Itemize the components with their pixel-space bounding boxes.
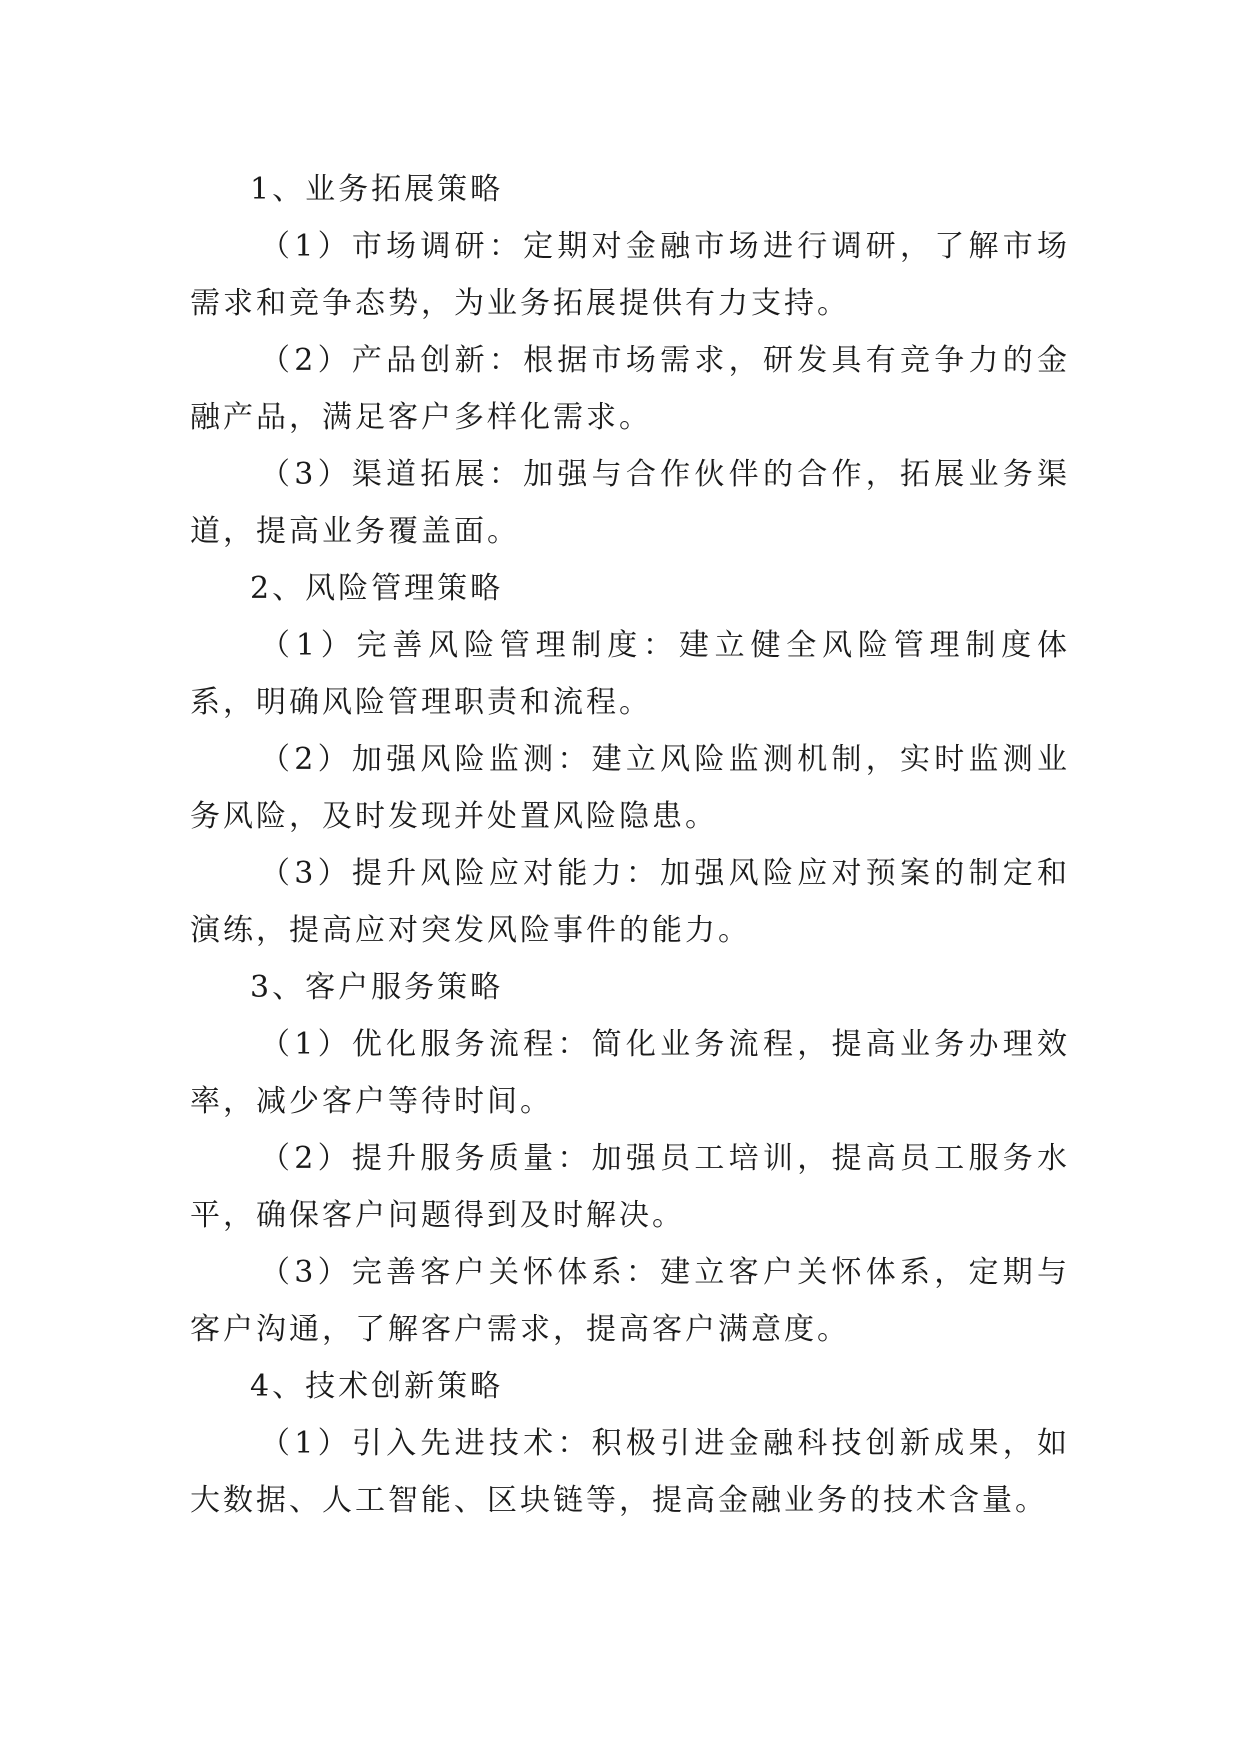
- paragraph: （1）完善风险管理制度：建立健全风险管理制度体系，明确风险管理职责和流程。: [190, 628, 1070, 720]
- paragraph: （2）加强风险监测：建立风险监测机制，实时监测业务风险，及时发现并处置风险隐患。: [190, 742, 1070, 834]
- section-risk-management: [190, 560, 1070, 959]
- paragraph: （2）提升服务质量：加强员工培训，提高员工服务水平，确保客户问题得到及时解决。: [190, 1141, 1070, 1233]
- paragraph: （3）提升风险应对能力：加强风险应对预案的制定和演练，提高应对突发风险事件的能力。: [190, 856, 1070, 948]
- paragraph: （2）产品创新：根据市场需求，研发具有竞争力的金融产品，满足客户多样化需求。: [190, 343, 1070, 435]
- paragraph: （1）优化服务流程：简化业务流程，提高业务办理效率，减少客户等待时间。: [190, 1027, 1070, 1119]
- section-heading: 4、技术创新策略: [250, 1369, 504, 1404]
- section-heading: 2、风险管理策略: [250, 571, 504, 606]
- section-business-expansion: [190, 161, 1070, 560]
- document-body: [190, 161, 1070, 1529]
- section-technology-innovation: [190, 1358, 1070, 1529]
- section-heading: 1、业务拓展策略: [250, 172, 504, 207]
- section-customer-service: [190, 959, 1070, 1358]
- section-heading: 3、客户服务策略: [250, 970, 504, 1005]
- paragraph: （1）引入先进技术：积极引进金融科技创新成果，如大数据、人工智能、区块链等，提高金融业务的技术含量。: [190, 1426, 1070, 1518]
- paragraph: （1）市场调研：定期对金融市场进行调研，了解市场需求和竞争态势，为业务拓展提供有力支持。: [190, 229, 1070, 321]
- paragraph: （3）完善客户关怀体系：建立客户关怀体系，定期与客户沟通，了解客户需求，提高客户满意度。: [190, 1255, 1070, 1347]
- paragraph: （3）渠道拓展：加强与合作伙伴的合作，拓展业务渠道，提高业务覆盖面。: [190, 457, 1070, 549]
